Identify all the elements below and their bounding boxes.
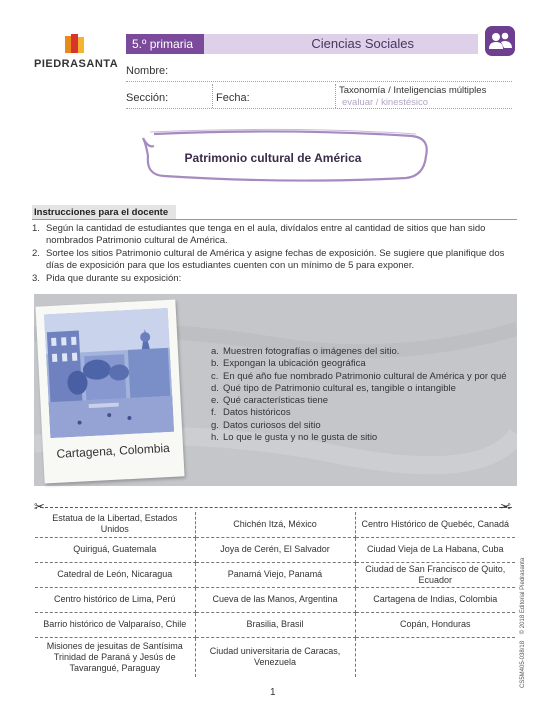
site-card: Panamá Viejo, Panamá — [195, 562, 355, 587]
sites-table — [35, 512, 515, 677]
brand-name: PIEDRASANTA — [34, 58, 119, 70]
list-item: d. Qué tipo de Patrimonio cultural es, tangible o intangible — [211, 382, 456, 394]
cartagena-photo — [44, 308, 174, 438]
list-item: g. Datos curiosos del sitio — [211, 419, 321, 431]
photo-caption: Cartagena, Colombia — [56, 440, 171, 461]
instructions-heading: Instrucciones para el docente — [32, 205, 176, 220]
grade-subject-bar — [126, 34, 478, 54]
name-label: Nombre: — [126, 65, 169, 77]
table-row — [35, 537, 515, 562]
taxonomy-values: evaluar / kinestésico — [342, 97, 429, 108]
site-card: Barrio histórico de Valparaíso, Chile — [35, 612, 195, 637]
list-item: 1. Según la cantidad de estudiantes que tenga en el aula, divídalos entre al cantidad de sitios que han sido nombrados Patrimonio cultural de América. — [32, 223, 486, 247]
site-card — [355, 637, 515, 677]
page-title: Patrimonio cultural de América — [184, 151, 362, 165]
site-card: Centro Histórico de Quebéc, Canadá — [355, 512, 515, 537]
subject-title: Ciencias Sociales — [311, 36, 414, 51]
instructions-list — [32, 223, 517, 285]
photo-card — [35, 299, 184, 483]
book-logo-icon — [63, 34, 87, 54]
list-item: e. Qué características tiene — [211, 395, 329, 407]
site-card: Centro histórico de Lima, Perú — [35, 587, 195, 612]
name-field[interactable] — [126, 81, 512, 82]
site-card: Quiriguá, Guatemala — [35, 537, 195, 562]
site-card: Chichén Itzá, México — [195, 512, 355, 537]
site-card: Cueva de las Manos, Argentina — [195, 587, 355, 612]
list-item: h. Lo que le gusta y no le gusta de sitio — [211, 432, 378, 444]
site-card: Joya de Cerén, El Salvador — [195, 537, 355, 562]
cut-line — [40, 507, 512, 508]
site-card: Misiones de jesuitas de Santísima Trinidad de Paraná y Jesús de Tavarangué, Paraguay — [35, 637, 195, 677]
list-item: 3. Pida que durante su exposición: — [32, 272, 182, 284]
date-label: Fecha: — [216, 92, 250, 104]
scissors-icon: ✂ — [500, 499, 511, 514]
site-card: Ciudad de San Francisco de Quito, Ecuador — [355, 562, 515, 587]
copyright-note: CS5M405-038/18 © 2018 Editorial Piedrasanta — [520, 557, 526, 688]
site-card: Brasilia, Brasil — [195, 612, 355, 637]
list-item: c. En qué año fue nombrado Patrimonio cultural de América y por qué — [211, 370, 507, 382]
exposition-list — [211, 346, 511, 444]
grade-label: 5.º primaria — [126, 34, 204, 54]
site-card: Cartagena de Indias, Colombia — [355, 587, 515, 612]
section-label: Sección: — [126, 92, 169, 104]
table-row — [35, 637, 515, 677]
site-card: Ciudad Vieja de La Habana, Cuba — [355, 537, 515, 562]
site-card: Copán, Honduras — [355, 612, 515, 637]
site-card: Ciudad universitaria de Caracas, Venezuela — [195, 637, 355, 677]
scissors-icon: ✂ — [34, 499, 45, 514]
list-item: b. Expongan la ubicación geográfica — [211, 358, 366, 370]
table-row — [35, 612, 515, 637]
site-card: Catedral de León, Nicaragua — [35, 562, 195, 587]
section-date-field[interactable] — [126, 108, 512, 109]
list-item: a. Muestren fotografías o imágenes del sitio. — [211, 346, 400, 357]
table-row — [35, 587, 515, 612]
page-number: 1 — [270, 687, 276, 698]
table-row — [35, 512, 515, 537]
site-card: Estatua de la Libertad, Estados Unidos — [35, 512, 195, 537]
table-row — [35, 562, 515, 587]
list-item: f. Datos históricos — [211, 407, 291, 419]
taxonomy-label: Taxonomía / Inteligencias múltiples — [339, 85, 487, 96]
list-item: 2. Sortee los sitios Patrimonio cultural de América y asigne fechas de exposición. Se sugiere que planifique dos días de exposición para que los estudiantes cuenten con un mínimo de 5 para exponer. — [32, 247, 505, 272]
group-icon — [485, 26, 515, 56]
